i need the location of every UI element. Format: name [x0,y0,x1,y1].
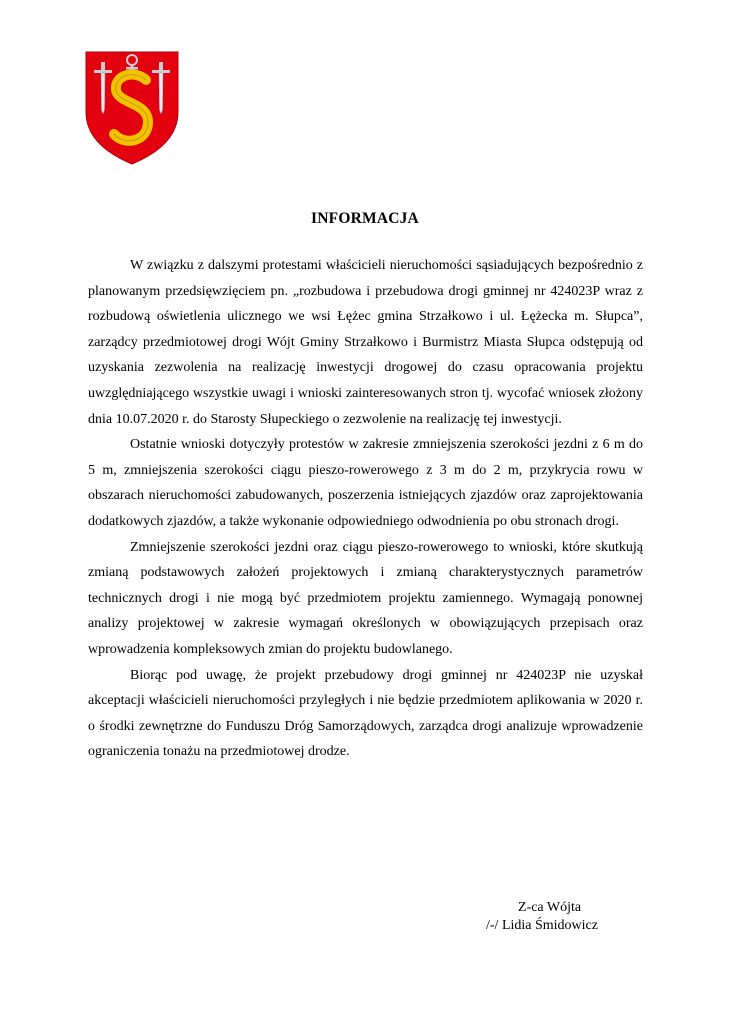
document-body [88,253,643,765]
signature-name: /-/ Lidia Śmidowicz [486,918,598,933]
document-title: INFORMACJA [311,210,419,227]
paragraph-1: W związku z dalszymi protestami właścicieli nieruchomości sąsiadujących bezpośrednio z planowanym przedsięwzięciem pn. „rozbudowa i przebudowa drogi gminnej nr 424023P wraz z rozbudową oświetlenia ulicznego we wsi Łężec gmina Strzałkowo i ul. Łężecka m. Słupca”, zarządcy przedmiotowej drogi Wójt Gminy Strzałkowo i Burmistrz Miasta Słupca odstępują od uzyskania zezwolenia na realizację inwestycji drogowej do czasu opracowania projektu uwzględniającego wszystkie uwagi i wnioski zainteresowanych stron tj. wycofać wniosek złożony dnia 10.07.2020 r. do Starosty Słupeckiego o zezwolenie na realizację tej inwestycji. [88,258,643,427]
paragraph-3: Zmniejszenie szerokości jezdni oraz ciągu pieszo-rowerowego to wnioski, które skutkują zmianą podstawowych założeń projektowych i zmianą charakterystycznych parametrów technicznych drogi i nie mogą być przedmiotem projektu zamiennego. Wymagają ponownej analizy projektowej w zakresie wymagań określonych w obowiązujących przepisach oraz wprowadzenia kompleksowych zmian do projektu budowlanego. [88,539,643,657]
signature-block [486,899,686,935]
coat-of-arms [84,50,180,166]
paragraph-2: Ostatnie wnioski dotyczyły protestów w zakresie zmniejszenia szerokości jezdni z 6 m do 5 m, zmniejszenia szerokości ciągu pieszo-rowerowego z 3 m do 2 m, przykrycia rowu w obszarach nieruchomości zabudowanych, poszerzenia istniejących zjazdów oraz zaprojektowania dodatkowych zjazdów, a także wykonanie odpowiedniego odwodnienia po obu stronach drogi. [88,437,643,529]
paragraph-4: Biorąc pod uwagę, że projekt przebudowy drogi gminnej nr 424023P nie uzyskał akceptacji właścicieli nieruchomości przyległych i nie będzie przedmiotem aplikowania w 2020 r. o środki zewnętrzne do Funduszu Dróg Samorządowych, zarządca drogi analizuje wprowadzenie ograniczenia tonażu na przedmiotowej drodze. [88,667,643,760]
signature-role: Z-ca Wójta [518,900,582,915]
